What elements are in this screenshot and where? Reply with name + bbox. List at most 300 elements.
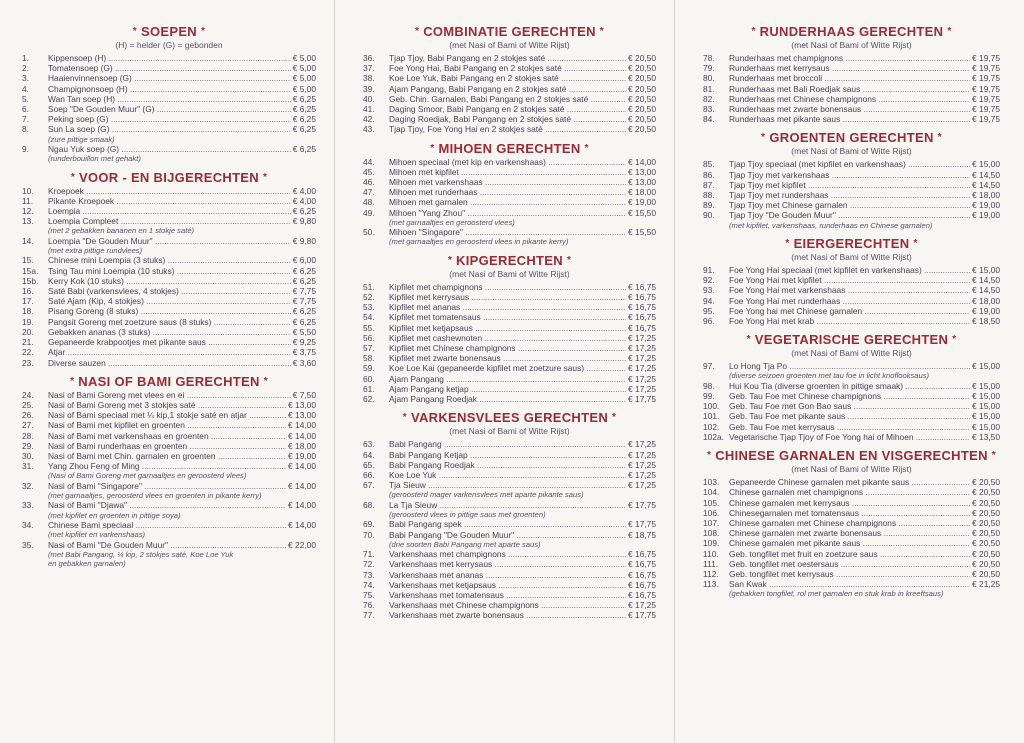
menu-item [22, 390, 316, 400]
section-subtitle: (met Nasi of Bami of Witte Rijst) [449, 426, 570, 437]
star-icon: * [200, 26, 206, 37]
item-name: Babi Pangang "De Gouden Muur" ..... [389, 530, 626, 540]
menu-item [22, 236, 316, 246]
item-number: 11. [22, 195, 34, 206]
item-name: Nasi of Bami met Chin. garnalen en groenten ..... [48, 451, 286, 461]
menu-item [703, 190, 1000, 200]
item-price: € 20,50 [628, 63, 656, 74]
menu-item [22, 104, 316, 114]
menu-item [363, 384, 656, 394]
item-number: 30. [22, 450, 34, 461]
item-name: Tja Sieuw ..... [389, 480, 626, 490]
item-price: € 7,75 [292, 286, 316, 297]
section-title [703, 332, 1000, 347]
menu-item [22, 63, 316, 73]
item-price: € 16,75 [628, 579, 656, 590]
item-price: € 17,25 [628, 439, 656, 450]
menu-item [363, 353, 656, 363]
item-number: 37. [363, 63, 375, 74]
item-number: 2. [22, 63, 29, 74]
menu-item [703, 170, 1000, 180]
section-subtitle: (met Nasi of Bami of Witte Rijst) [791, 40, 912, 50]
item-number: 101. [703, 411, 720, 422]
menu-item [22, 276, 316, 286]
menu-item [363, 187, 656, 197]
menu-item [363, 312, 656, 322]
item-price: € 17,25 [628, 332, 656, 343]
menu-section [703, 332, 1000, 442]
item-number: 14. [22, 235, 34, 246]
item-name: Loempia Compleet ..... [48, 216, 291, 226]
item-price: € 17,75 [628, 610, 656, 621]
item-name: Geb. tongfilet met oestersaus ..... [729, 559, 970, 569]
item-name: Tsing Tau mini Loempia (10 stuks) ..... [48, 266, 291, 276]
menu-item [363, 363, 656, 373]
menu-item [703, 63, 1000, 73]
item-price: € 19,00 [972, 210, 1000, 221]
item-number: 7. [22, 114, 29, 125]
item-name: Chinese garnalen met kerrysaus ..... [729, 498, 970, 508]
item-price: € 16,75 [628, 281, 656, 292]
item-name: Loempia "De Gouden Muur" ..... [48, 236, 291, 246]
item-price: € 20,50 [972, 548, 1000, 559]
item-name: Nasi of Bami met varkenshaas en groenten ..... [48, 431, 286, 441]
item-price: € 5,00 [292, 63, 316, 74]
section-title [363, 410, 656, 425]
item-name: Kipfilet met kerrysaus ..... [389, 292, 626, 302]
item-number: 17. [22, 296, 34, 307]
item-name: Nasi of Bami "Singapore" ..... [48, 481, 286, 491]
star-icon: * [599, 26, 604, 37]
menu-item [363, 208, 656, 218]
item-name: Mihoen met varkenshaas ..... [389, 177, 626, 187]
item-number: 61. [363, 383, 375, 394]
item-number: 91. [703, 265, 715, 276]
menu-item [703, 549, 1000, 559]
section-subtitle: (met Nasi of Bami of Witte Rijst) [449, 40, 570, 50]
menu-item [703, 285, 1000, 295]
star-icon: * [937, 132, 942, 144]
star-icon: * [566, 254, 572, 266]
menu-item [363, 600, 656, 610]
item-price: € 17,25 [628, 480, 656, 491]
menu-item [703, 401, 1000, 411]
section-title [22, 24, 316, 39]
item-name: Koe Loe Kai (gepaneerde kipfilet met zoetzure saus) ..... [389, 363, 626, 373]
menu-item [22, 196, 316, 206]
item-number: 105. [703, 497, 720, 508]
item-name: Pisang Goreng (8 stuks) ..... [48, 306, 291, 316]
menu-item [22, 327, 316, 337]
item-price: € 19,00 [628, 197, 656, 208]
item-note: (Nasi of Bami Goreng met garnaaltjes en geroosterd vlees) [48, 471, 247, 481]
item-number: 67. [363, 480, 375, 491]
item-note: (geroosterd vlees in pittige saus met groenten) [389, 509, 546, 519]
item-number: 51. [363, 281, 375, 292]
item-price: € 15,50 [628, 227, 656, 238]
item-note: (runderbouillon met gehakt) [48, 154, 141, 164]
item-name: Runderhaas met champignons ..... [729, 53, 970, 63]
item-price: € 19,00 [972, 305, 1000, 316]
item-price: € 19,75 [972, 73, 1000, 84]
menu-item [363, 197, 656, 207]
item-number: 39. [363, 83, 375, 94]
section-title-text: SOEPEN [141, 24, 197, 39]
item-name: Nasi of Bami met kipfilet en groenten ..... [48, 420, 286, 430]
item-name: Ajam Pangang ketjap ..... [389, 384, 626, 394]
menu-item [363, 519, 656, 529]
item-name: Babi Pangang Ketjap ..... [389, 450, 626, 460]
menu-item [363, 570, 656, 580]
item-number: 32. [22, 480, 34, 491]
item-number: 24. [22, 389, 34, 400]
item-name: Mihoen met kipfilet ..... [389, 167, 626, 177]
menu-item [703, 306, 1000, 316]
menu-item [703, 200, 1000, 210]
item-price: € 17,25 [628, 343, 656, 354]
item-number: 79. [703, 63, 715, 74]
item-price: € 15,00 [972, 391, 1000, 402]
item-name: Koe Loe Yuk, Babi Pangang en 2 stokjes saté ..... [389, 73, 626, 83]
item-name: Kipfilet met ananas ..... [389, 302, 626, 312]
item-price: € 5,00 [292, 53, 316, 63]
item-price: € 16,75 [628, 312, 656, 323]
item-note: (gebakken tongfilet, rol met garnalen en stuk krab in kreeftsaus) [729, 589, 944, 599]
item-number: 112. [703, 568, 719, 579]
item-name: Vegetarische Tjap Tjoy of Foe Yong hai of Mihoen ..... [729, 432, 970, 442]
item-number: 8. [22, 124, 29, 135]
item-number: 36. [363, 53, 375, 63]
item-price: € 17,25 [628, 353, 656, 364]
star-icon: * [785, 238, 790, 250]
item-price: € 6,25 [292, 104, 316, 115]
star-icon: * [447, 254, 453, 266]
item-number: 34. [22, 519, 34, 530]
item-price: € 6,00 [292, 255, 316, 266]
menu-item [22, 441, 316, 451]
item-name: Saté Babi (varkensvlees, 4 stokjes) ..... [48, 286, 291, 296]
item-name: Foe Yong Hai met varkenshaas ..... [729, 285, 970, 295]
menu-section [363, 410, 656, 620]
menu-item [22, 400, 316, 410]
menu-section [703, 130, 1000, 230]
item-number: 42. [363, 114, 375, 125]
item-price: € 16,75 [628, 589, 656, 600]
item-price: € 14,00 [288, 500, 316, 511]
item-number: 56. [363, 332, 375, 343]
item-price: € 14,00 [288, 461, 316, 472]
menu-item [703, 210, 1000, 220]
item-number: 21. [22, 337, 34, 348]
item-number: 10. [22, 185, 34, 196]
menu-item [703, 391, 1000, 401]
item-name: Chinesegarnalen met tomatensaus ..... [729, 508, 970, 518]
item-name: Mihoen speciaal (met kip en varkenshaas) ..... [389, 157, 626, 167]
item-name: Champignonsoep (H) ..... [48, 84, 291, 94]
item-name: Babi Pangang Roedjak ..... [389, 460, 626, 470]
menu-item [363, 439, 656, 449]
item-note: (met garnaaltjes en geroosterd vlees in pikante kerry) [389, 237, 569, 247]
item-number: 65. [363, 459, 375, 470]
item-name: Varkenshaas met zwarte bonensaus ..... [389, 610, 626, 620]
menu-item [703, 432, 1000, 442]
item-price: € 7,50 [292, 389, 316, 400]
item-number: 62. [363, 394, 375, 405]
item-number: 69. [363, 519, 375, 530]
item-name: Haaienvinnensoep (G) ..... [48, 73, 291, 83]
menu-item [22, 73, 316, 83]
item-name: Runderhaas met pikante saus ..... [729, 114, 970, 124]
item-number: 20. [22, 326, 34, 337]
item-number: 66. [363, 469, 375, 480]
item-price: € 15,00 [972, 421, 1000, 432]
menu-item [363, 124, 656, 134]
menu-item [22, 306, 316, 316]
menu-item [22, 461, 316, 471]
item-price: € 20,50 [972, 538, 1000, 549]
item-name: Varkenshaas met ananas ..... [389, 570, 626, 580]
item-name: Babi Pangang ..... [389, 439, 626, 449]
item-price: € 19,00 [288, 450, 316, 461]
item-number: 28. [22, 430, 34, 441]
item-name: Kippensoep (H) ..... [48, 53, 291, 63]
item-number: 100. [703, 401, 720, 412]
item-name: Geb. tongfilet met kerrysaus ..... [729, 569, 970, 579]
section-subtitle: (met Nasi of Bami of Witte Rijst) [791, 464, 912, 475]
item-number: 78. [703, 53, 715, 63]
item-name: Mihoen "Singapore" ..... [389, 227, 626, 237]
item-price: € 17,75 [628, 519, 656, 530]
item-number: 46. [363, 177, 375, 188]
item-number: 47. [363, 187, 375, 198]
menu-item [703, 518, 1000, 528]
item-number: 72. [363, 559, 375, 570]
item-number: 5. [22, 93, 29, 104]
item-price: € 20,50 [972, 477, 1000, 488]
item-price: € 18,00 [972, 190, 1000, 201]
item-number: 96. [703, 316, 715, 327]
menu-item [22, 144, 316, 154]
item-name: Yang Zhou Feng of Ming ..... [48, 461, 286, 471]
item-price: € 22,00 [288, 539, 316, 550]
item-name: Foe Yong Hai, Babi Pangang en 2 stokjes saté ..... [389, 63, 626, 73]
menu-item [22, 114, 316, 124]
item-number: 52. [363, 292, 375, 303]
menu-item [363, 559, 656, 569]
item-price: € 6,25 [292, 206, 316, 217]
item-number: 83. [703, 104, 715, 115]
section-title [22, 374, 316, 389]
menu-item [363, 292, 656, 302]
item-price: € 5,00 [292, 73, 316, 84]
item-number: 85. [703, 159, 715, 170]
item-price: € 17,75 [628, 499, 656, 510]
menu-item [363, 470, 656, 480]
item-number: 64. [363, 449, 375, 460]
menu-item [22, 124, 316, 134]
menu-item [22, 481, 316, 491]
item-number: 93. [703, 285, 715, 296]
menu-item [363, 549, 656, 559]
item-price: € 7,75 [292, 296, 316, 307]
item-note: (drie soorten Babi Pangang met aparte saus) [389, 539, 541, 549]
menu-item [22, 206, 316, 216]
item-number: 22. [22, 347, 34, 358]
item-note: en gebakken garnalen) [48, 559, 126, 569]
item-price: € 4,00 [292, 195, 316, 206]
star-icon: * [707, 450, 712, 462]
item-price: € 14,50 [972, 285, 1000, 296]
item-name: Ajam Pangang, Babi Pangang en 2 stokjes saté ..... [389, 84, 626, 94]
star-icon: * [262, 171, 268, 183]
item-name: Nasi of Bami Goreng met vlees en ei ..... [48, 390, 291, 400]
item-name: Geb. Tau Foe met kerrysaus ..... [729, 422, 970, 432]
item-name: Tjap Tjoy met kipfilet ..... [729, 180, 970, 190]
item-price: € 6,25 [292, 114, 316, 125]
item-number: 15. [22, 255, 34, 266]
menu-item [22, 186, 316, 196]
section-title-text: COMBINATIE GERECHTEN [423, 24, 596, 39]
menu-item [22, 451, 316, 461]
item-price: € 17,25 [628, 449, 656, 460]
menu-item [22, 347, 316, 357]
item-name: Ngau Yuk soep (G) ..... [48, 144, 291, 154]
item-number: 3. [22, 73, 29, 84]
item-name: Mihoen met runderhaas ..... [389, 187, 626, 197]
menu-section [22, 374, 316, 569]
menu-item [363, 590, 656, 600]
item-number: 18. [22, 306, 34, 317]
item-name: Peking soep (G) ..... [48, 114, 291, 124]
item-number: 90. [703, 210, 715, 221]
item-number: 75. [363, 589, 375, 600]
menu-item [703, 422, 1000, 432]
menu-item [363, 333, 656, 343]
menu-item [363, 394, 656, 404]
item-name: Gepaneerde krabpootjes met pikante saus ..... [48, 337, 291, 347]
item-price: € 17,25 [628, 363, 656, 374]
item-price: € 16,75 [628, 569, 656, 580]
menu-item [703, 569, 1000, 579]
item-number: 97. [703, 361, 715, 372]
section-title [22, 170, 316, 185]
star-icon: * [70, 375, 75, 387]
menu-item [22, 94, 316, 104]
item-price: € 6,25 [292, 265, 316, 276]
item-name: Soep "De Gouden Muur" (G) ..... [48, 104, 291, 114]
star-icon: * [584, 142, 589, 154]
item-price: € 6,25 [292, 93, 316, 104]
item-number: 71. [363, 549, 375, 560]
item-price: € 18,00 [628, 187, 656, 198]
star-icon: * [947, 26, 952, 37]
menu-item [363, 157, 656, 167]
item-name: Tjap Tjoy met Chinese garnalen ..... [729, 200, 970, 210]
menu-item [703, 84, 1000, 94]
item-price: € 15,00 [972, 265, 1000, 276]
item-price: € 16,75 [628, 302, 656, 313]
item-number: 102. [703, 421, 720, 432]
item-price: € 17,25 [628, 383, 656, 394]
item-number: 29. [22, 440, 34, 451]
item-price: € 6,25 [292, 316, 316, 327]
item-name: Tjap Tjoy, Babi Pangang en 2 stokjes saté ..... [389, 53, 626, 63]
item-note: (met kipfilet en varkenshaas) [48, 530, 146, 540]
item-name: Diverse sauzen ..... [48, 358, 291, 368]
item-number: 74. [363, 579, 375, 590]
item-number: 108. [703, 528, 720, 539]
item-name: Runderhaas met broccoli ..... [729, 73, 970, 83]
item-note: (met garnaaltjes, geroosterd vlees en groenten in pikante kerry) [48, 490, 262, 500]
item-price: € 17,25 [628, 469, 656, 480]
menu-item [703, 538, 1000, 548]
menu-item [22, 317, 316, 327]
item-name: Nasi of Bami speciaal met ¼ kip,1 stokje saté en atjar ..... [48, 410, 286, 420]
menu-section [363, 24, 656, 135]
item-price: € 19,75 [972, 83, 1000, 94]
item-name: Kipfilet met Chinese champignons ..... [389, 343, 626, 353]
item-number: 27. [22, 420, 34, 431]
item-price: € 19,00 [972, 200, 1000, 211]
menu-item [22, 358, 316, 368]
item-note: (diverse seizoen groenten met tau foe in licht knoflooksaus) [729, 371, 930, 381]
item-name: San Kwak ..... [729, 579, 970, 589]
menu-item [363, 302, 656, 312]
item-price: € 3,60 [292, 357, 316, 368]
item-note: (met kipfilet en groenten in pittige soya) [48, 510, 181, 520]
item-price: € 13,00 [288, 410, 316, 421]
star-icon: * [430, 142, 435, 154]
item-number: 16. [22, 286, 34, 297]
menu-item [22, 500, 316, 510]
menu-item [22, 53, 316, 63]
menu-item [703, 265, 1000, 275]
menu-item [703, 316, 1000, 326]
star-icon: * [746, 334, 751, 346]
menu-item [703, 104, 1000, 114]
item-name: Runderhaas met Bali Roedjak saus ..... [729, 84, 970, 94]
menu-item [703, 53, 1000, 63]
star-icon: * [751, 26, 756, 37]
item-name: Atjar ..... [48, 347, 291, 357]
item-name: Ajam Pangang Roedjak ..... [389, 394, 626, 404]
item-number: 33. [22, 500, 34, 511]
item-name: Sun La soep (G) ..... [48, 124, 291, 134]
item-price: € 20,50 [628, 83, 656, 94]
item-number: 70. [363, 529, 375, 540]
menu-item [703, 498, 1000, 508]
item-number: 111. [703, 558, 719, 569]
item-name: Chinese garnalen met Chinese champignons ..... [729, 518, 970, 528]
item-number: 12. [22, 206, 34, 217]
item-price: € 20,50 [628, 93, 656, 104]
star-icon: * [402, 412, 407, 424]
section-title [703, 236, 1000, 251]
item-number: 23. [22, 357, 34, 368]
item-name: Varkenshaas met kerrysaus ..... [389, 559, 626, 569]
menu-item [363, 460, 656, 470]
item-price: € 15,00 [972, 361, 1000, 372]
item-note: (met extra pittige rundvlees) [48, 246, 143, 256]
item-number: 13. [22, 216, 34, 227]
item-price: € 14,00 [288, 480, 316, 491]
item-number: 19. [22, 316, 34, 327]
item-number: 50. [363, 227, 375, 238]
item-number: 99. [703, 391, 715, 402]
item-number: 59. [363, 363, 375, 374]
item-price: € 6,25 [292, 124, 316, 135]
menu-item [22, 296, 316, 306]
